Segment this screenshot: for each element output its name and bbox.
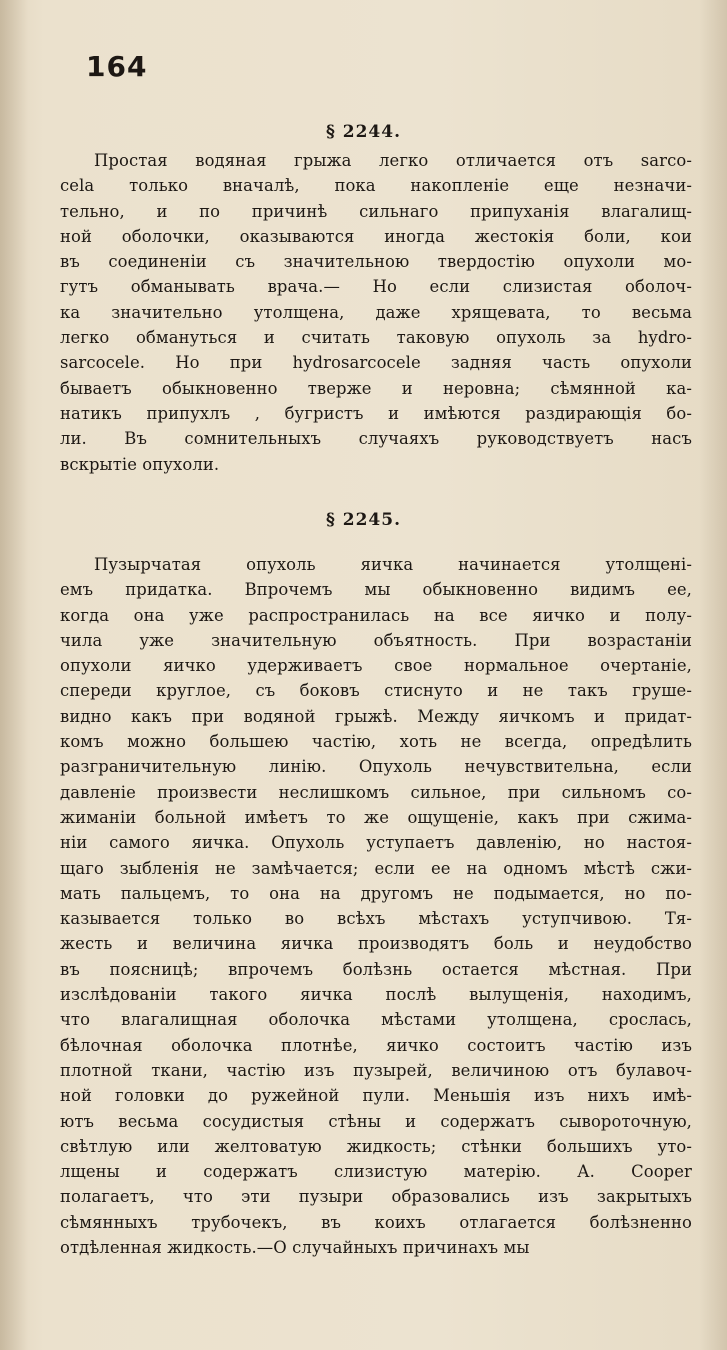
text-line: мать пальцемъ, то она на другомъ не подымается, но по- [60, 883, 692, 903]
text-line: жиманіи больной имѣетъ то же ощущеніе, какъ при сжима- [60, 807, 692, 827]
text-line: ка значительно утолщена, даже хрящевата, то весьма [60, 302, 692, 322]
text-line: что влагалищная оболочка мѣстами утолщена, срослась, [60, 1010, 692, 1030]
text-line: вскрытіе опухоли. [60, 454, 220, 474]
text-line: казывается только во всѣхъ мѣстахъ уступчивою. Тя- [60, 909, 692, 929]
text-line: опухоли яичко удерживаетъ свое нормальное очертаніе, [60, 656, 692, 676]
text-line: щаго зыбленія не замѣчается; если ее на одномъ мѣстѣ сжи- [60, 858, 692, 878]
text-line: бываетъ обыкновенно тверже и неровна; сѣмянной ка- [60, 378, 692, 398]
page-gutter-shadow [0, 0, 28, 1350]
text-line: чила уже значительную объятность. При возрастаніи [60, 630, 692, 650]
text-line: спереди круглое, съ боковъ стиснуто и не такъ груше- [60, 681, 692, 701]
text-line: жесть и величина яичка производятъ боль и неудобство [60, 934, 692, 954]
text-line: натикъ припухлъ , бугристъ и имѣются раздирающія бо- [60, 403, 692, 423]
section-heading-2244: § 2244. [325, 122, 402, 142]
text-line: въ соединеніи съ значительною твердостію опухоли мо- [60, 252, 692, 272]
text-line: емъ придатка. Впрочемъ мы обыкновенно видимъ ее, [60, 580, 692, 600]
text-line: бѣлочная оболочка плотнѣе, яичко состоитъ частію изъ [60, 1035, 692, 1055]
text-line: ной головки до ружейной пули. Меньшія изъ нихъ имѣ- [60, 1086, 692, 1106]
page-edge-shadow [699, 0, 727, 1350]
section-2245-paragraph [60, 552, 692, 1260]
text-line: ли. Въ сомнительныхъ случаяхъ руководствуетъ насъ [60, 429, 692, 449]
text-line: въ поясницѣ; впрочемъ болѣзнь остается мѣстная. При [60, 959, 692, 979]
text-line: лщены и содержатъ слизистую матерію. А. Cooper [60, 1162, 692, 1182]
text-line: сѣмянныхъ трубочекъ, въ коихъ отлагается болѣзненно [60, 1212, 692, 1232]
text-line: ютъ весьма сосудистыя стѣны и содержатъ сывороточную, [60, 1111, 692, 1131]
text-line: разграничительную линію. Опухоль нечувствительна, если [60, 757, 692, 777]
section-heading-2245: § 2245. [325, 510, 402, 530]
section-2244-paragraph [60, 148, 692, 477]
text-line: тельно, и по причинѣ сильнаго припуханія влагалищ- [60, 201, 692, 221]
text-line: видно какъ при водяной грыжѣ. Между яичкомъ и придат- [60, 706, 692, 726]
page-number: 164 [86, 50, 148, 83]
text-line: Пузырчатая опухоль яичка начинается утолщені- [94, 555, 692, 574]
text-line: полагаетъ, что эти пузыри образовались изъ закрытыхъ [60, 1187, 692, 1207]
text-line: изслѣдованіи такого яичка послѣ вылущенія, находимъ, [60, 985, 692, 1005]
text-line: ніи самого яичка. Опухоль уступаетъ давленію, но настоя- [60, 833, 692, 853]
text-line: гутъ обманывать врача.— Но если слизистая оболоч- [60, 277, 692, 297]
text-line: отдѣленная жидкость.—О случайныхъ причинахъ мы [60, 1238, 530, 1258]
text-line: ной оболочки, оказываются иногда жестокія боли, кои [60, 226, 692, 246]
text-line: давленіе произвести неслишкомъ сильное, при сильномъ со- [60, 782, 692, 802]
text-line: cela только вначалѣ, пока накопленіе еще незначи- [60, 176, 692, 196]
text-line: свѣтлую или желтоватую жидкость; стѣнки большихъ уто- [60, 1136, 692, 1156]
text-line: sarcocele. Но при hydrosarcocele задняя часть опухоли [60, 353, 692, 373]
text-line: когда она уже распространилась на все яичко и полу- [60, 605, 692, 625]
text-line: легко обмануться и считать таковую опухоль за hydro- [60, 328, 692, 348]
text-line: Простая водяная грыжа легко отличается отъ sarco- [94, 151, 692, 170]
text-line: плотной ткани, частію изъ пузырей, величиною отъ булавоч- [60, 1060, 692, 1080]
text-line: комъ можно большею частію, хоть не всегда, опредѣлить [60, 732, 692, 752]
